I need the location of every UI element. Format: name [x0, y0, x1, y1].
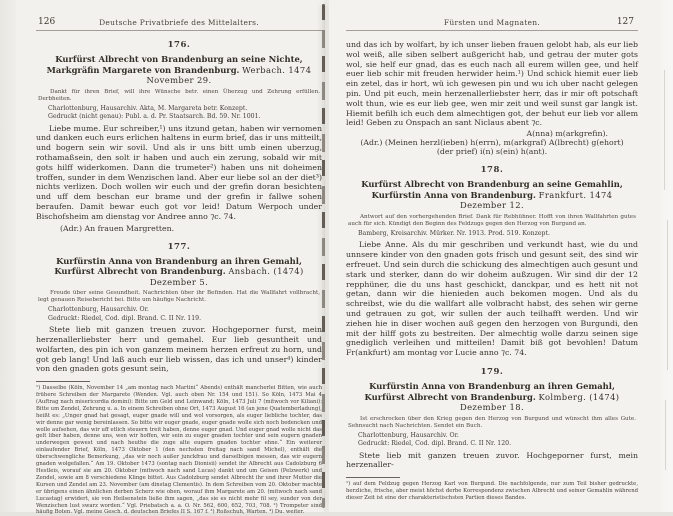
letter-176-regest: Dankt für ihren Brief, will ihre Wünsche betr. einen Überzug und Zehrung erfüllen. Derbheiten.	[38, 88, 320, 102]
letter-178-heading	[346, 179, 638, 211]
letter-177-address-line-1: (Adr.) (Meinen herzl(ieben) h(errn), m(arkgraf) A(lbrecht) g(ehort)	[360, 138, 624, 148]
letter-179-number: 179.	[480, 366, 504, 377]
letter-179-dateline: Kolmberg. (1474) Dezember 18.	[459, 391, 620, 413]
letter-179-title: Kurfürstin Anna von Brandenburg an ihren Gemahl, Kurfürst Albrecht von Brandenburg.	[364, 380, 615, 402]
letter-178-body: Liebe Anne. Als du mir geschriben und verkundt hast, wie du und unnsere kinder von den gnaden gots frisch und gesunt seit, des sind wir erfreuet. Und sein durch die schickung des almechtigen auch gesunt und stark und sterker, dann do wir doheim außzugen. Wir sind dir der 12 repphüner, die du uns hast geschickt, danckpar, und es hett nit not getan, dann wir die hienieden auch bekomen mogen. Und als du schreibst, wie du die wallfart alle volbracht habst, des sehen wir gerne und getrauen zu got, wir sullen der auch teilhafft werden. Und wir ziehen hie in diser wochen auß gegen den herzogen von Burgundi, den mit der hilff gots zu bestreiten. Der almechtig wolle darzu seinen sige gnediglich verleihen und mitteilen! Damit biß got bevohlen! Datum Fr(ankfurt) am montag vor Lucie anno ⁊c. 74.	[346, 240, 638, 358]
letter-176-provenance-print: Gedruckt (nicht genau): Publ. a. d. Pr. Staatsarch. Bd. 59. Nr. 1001.	[48, 113, 261, 121]
letter-178	[346, 165, 638, 358]
right-page	[329, 0, 661, 512]
letter-179-regest: Ist erschrocken über den Krieg gegen den Herzog von Burgund und wünscht ihm alles Gute. Sehnsucht nach Nachrichten. Sendet ein Buch.	[348, 415, 636, 429]
letter-179-body: Stete lieb mit ganzen treuen zuvor. Hochgeporner furst, mein herzenaller-	[346, 450, 638, 470]
left-page-content	[36, 18, 322, 516]
letter-178-provenance-archive: Bamberg, Kreisarchiv. Mürker. Nr. 1913. Prod. 519. Konzept.	[358, 229, 550, 237]
right-running-head: Fürsten und Magnaten.	[443, 18, 541, 27]
letter-177-provenance-archive: Charlottenburg, Hausarchiv. Or.	[48, 306, 149, 314]
left-running-head: Deutsche Privatbriefe des Mittelalters.	[99, 18, 259, 27]
right-page-number: 127	[616, 17, 634, 27]
letter-178-regest: Antwort auf den vorhergehenden Brief. Dank für Rebhühner. Hofft von ihren Wallfahrten gutes auch für sich. Kündigt den Beginn des Feldzugs gegen den Herzog von Burgund an.	[348, 213, 636, 227]
letter-178-dateline: Frankfurt. 1474 Dezember 12.	[459, 189, 613, 211]
left-footnote-rule	[36, 381, 90, 382]
letter-177-signature: A(nna) m(arkgrefin).	[526, 129, 608, 139]
letter-177-provenance-print: Gedruckt: Riedel, Cod. dipl. Brand. C. II Nr. 119.	[48, 314, 202, 322]
right-footnotes: ¹) auf dem Feldzug gegen Herzog Karl von Burgund. Die nachfolgende, nur zum Teil bisher gedruckte, herzliche, frische, aber meist höchst derbe Korrespondenz zwischen Albrecht und seiner Gemahlin während dieser Zeit ist eine der charakteristischsten Partien dieses Bandes.	[346, 481, 638, 501]
letter-176-heading	[36, 54, 322, 86]
right-page-content	[346, 18, 638, 502]
letter-176-body: Liebe mume. Eur schreiber,¹) uns itzund getan, haben wir vernomen und danken euch eurs erlichen haltens in eurm brief, das ir uns mitteilt, und bogern sein wir sovil. Und als ir uns bitt umb einen uberzug, rothamaßsein, den solt ir haben und auch ein zerung, sobald wir mit gots hilff widerkomen. Dann die trumeter²) haben uns nit doheimen troffen, sunder in dem Wenzischen land. Aber eur liebe sol an der diet³) nichts verlizen. Doch wollen wir euch und der grefin doran besichten und uff dem beschan eur brame und der grefin ir fallwe sohen beraufen. Damit bewar euch got vor leid! Datum Werpoch under Bischofsheim am dienstag vor Andree anno ⁊c. 74.	[36, 123, 322, 221]
letter-177	[36, 242, 322, 375]
letter-176	[36, 40, 322, 233]
letter-179-provenance-print: Gedruckt: Riedel, Cod. dipl. Brand. C. II Nr. 120.	[358, 440, 512, 448]
letter-177-continuation-body: und das ich by wolfart, by ich unser lieben frauen gelobt hab, als eur lieb wol weiß, alle siben selbert außgericht hab, und getrau der muter gots wol, sie helf eur gnad, das es euch nach all eurem willen gee, und helf euer lieb schir mit freuden herwider heim.¹) Und schick hiemit euer lieb ein zetel, das ir hort, wü ich gewesen pin und wu ich uber nacht gelegen pin. Und pit euch, mein herzenallerliebster herr, das ir mir oft potschaft wolt thun, wie es eur lieb gee, wen mir zeit und weil sunst gar langk ist. Hiemit befilh ich euch dem almechtigen got, der behut eur lieb vor allem leid! Geben zu Onspach an sant Niclaus abent ⁊c.	[346, 40, 638, 128]
letter-177-regest: Freude über seine Gesundheit. Nachrichten über ihr Befinden. Hat die Wallfahrt vollbracht, legt genauen Reisebericht bei. Bitte um häufige Nachricht.	[38, 290, 320, 304]
letter-176-title: Kurfürst Albrecht von Brandenburg an seine Nichte, Markgräfin Margarete von Brandenburg.	[46, 54, 303, 75]
right-footnote-rule	[346, 477, 400, 478]
letter-177-title: Kurfürstin Anna von Brandenburg an ihren Gemahl, Kurfürst Albrecht von Brandenburg.	[54, 255, 302, 277]
letter-176-number: 176.	[167, 40, 191, 50]
letter-177-heading	[36, 256, 322, 288]
letter-176-dateline: Werbach. 1474 November 29.	[146, 64, 312, 86]
page-gutter-shadow	[322, 4, 325, 508]
letter-177-dateline: Ansbach. (1474) Dezember 5.	[149, 266, 304, 287]
letter-179-heading	[346, 381, 638, 413]
letter-178-title: Kurfürst Albrecht von Brandenburg an seine Gemahlin, Kurfürstin Anna von Brandenburg.	[361, 179, 623, 200]
left-footnotes: ¹) Dasselbe (Köln, November 14 „am montag nach Martini“ Abends) enthält mancherlei Bitten, wie auch frühere Schreiben der Margarete (Wenden. Vgl. auch oben Nr. 154 und 151). So Köln, 1473 Mai 4 (Auftrag nach misericordia domini): Bitte um Geld und Leinwand; Köln, 1473 Juli 7 (mitwoch vor Kiliani): Bitte um Zendel, Zehrung u. a. In einem Schreiben ohne Ort, 1473 August 16 (an jene Quatemberladung), heißt es: „Unger gnad hat gesagt, euger gnade will und wol vorsorgen, als euger liebliche tochter, das wir denne gar wenig bereinlassen. So bitte wir euger gnade, euger gnade wolle sich noch bedencken und wolle aufsehen, das wir uff etlich steuern treit haben, denne euger gnad. Und euger gnad wolle nicht das gelt liber haben, denne uns, wen wir hoffen, wir sein zu euger gnaden tochter und sein eugern gnaden underwegen gewest und nach heuthe die zuge alte eugern gnaden tochter ehne.“ Ein weiterer einlaufender Brief, Köln, 1473 Oktober 1 (den nechsten freitag nach sand Michel), enthält die überschwengliche Bemerkung, „das wir noch außer junckfrau und darselbigen messen, das wir eugern gnaden wolgefallen.“ Am 19. Oktober 1473 (sontag nach Dionisii) sendet ihr Albrecht aus Cadolzburg 6 Hestleis, worauf sie am 20. Oktober (mitwoch nach sand Lucas) dankt und um Geisen (Pelzwerk) und Zendel, sowie am 8 verschiedene Klinge bittet. Aus Cadolzburg sendet Albrecht ihr und ihrer Mutter die Kursen und Zendel am 23. November (am dinstag Clementis). In dem Schreiben vom 20. Oktober machte er übrigens einen ähnlichen derben Scherz wie oben, worauf ihm Margarete am 20. (mitwoch nach sand Lucastag) erwidert, sie von Heilsenstein ließe ihm sagen, „das sie es nicht mehr fil sey, sunder von der Wenzischen lust swarz worden.“ Vgl. Priebatsch a. a. O. Nr. 562, 600, 652, 703, 708. ²) Trompeter sind häufig Boten. Vgl. meine Gesch. d. deutschen Briefes II S. 167 f. ³) Roßschuh, Warten. ⁴) Du. weiter.	[36, 385, 322, 516]
letter-178-number: 178.	[480, 165, 504, 176]
letter-177-body: Stete lieb mit ganzen treuen zuvor. Hochgeporner furst, mein herzenallerliebster herr und gemahel. Eur lieb gesuntheit und wolfarten, des pin ich von ganzem meinem herzen erfreut zu horn, und got geb lang! Und laß auch eur lieb wissen, das ich und unser⁴) kinder von den gnaden gots gesunt sein,	[36, 325, 322, 374]
page-edge-marks	[662, 40, 672, 480]
letter-177-address-line-2: (der prief) i(n) s(ein) h(ant).	[436, 147, 548, 157]
right-running-header	[346, 18, 638, 31]
left-page-number: 126	[38, 17, 56, 27]
letter-179-provenance-archive: Charlottenburg, Hausarchiv. Or.	[358, 431, 459, 439]
letter-177-number: 177.	[167, 241, 191, 252]
left-running-header	[36, 18, 322, 31]
left-page	[16, 0, 324, 516]
letter-179	[346, 367, 638, 470]
letter-176-address: (Adr.) An frauen Margretten.	[60, 223, 175, 233]
letter-177-continuation	[346, 40, 638, 156]
letter-176-provenance-archive: Charlottenburg, Hausarchiv. Akta, M. Margareta betr. Konzept.	[48, 104, 248, 112]
